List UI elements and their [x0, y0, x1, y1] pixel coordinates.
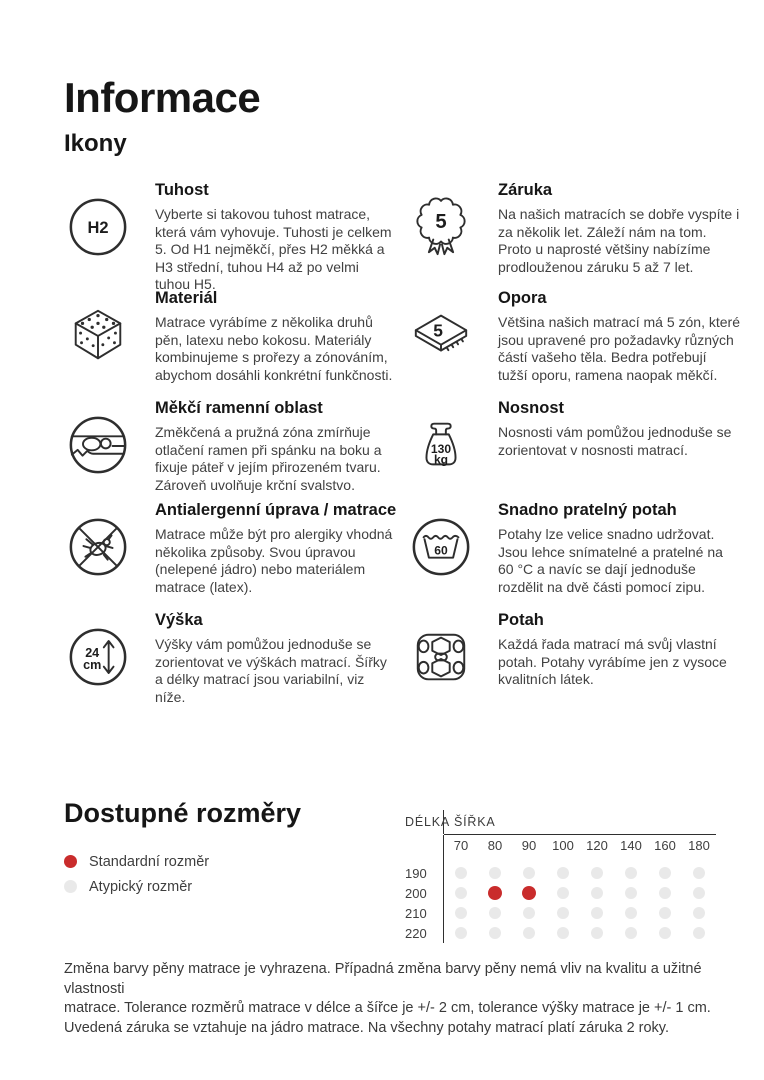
footer-line: Změna barvy pěny matrace je vyhrazena. Případná změna barvy pěny nemá vliv na kvalitu a užitné vlastnosti	[64, 961, 702, 997]
atypical-size-dot	[693, 887, 705, 899]
size-cell	[682, 863, 716, 883]
width-label: 80	[487, 837, 503, 853]
icon-content	[155, 610, 397, 706]
width-header: ŠÍŘKA	[444, 810, 716, 835]
icon-title: Materiál	[155, 289, 218, 307]
size-cell	[648, 883, 682, 903]
shoulder-zone-icon	[64, 398, 155, 476]
icon-title: Nosnost	[498, 399, 564, 417]
icon-item-material	[64, 288, 397, 398]
icon-content	[155, 500, 397, 596]
cover-icon	[407, 610, 498, 688]
height-value: 24	[85, 646, 100, 661]
icon-item-warranty	[407, 180, 740, 288]
icon-text: Vyberte si takovou tuhost matrace, která vám vyhovuje. Tuhosti je celkem 5. Od H1 nejměkčí, přes H2 měkká a H3 střední, tuhou H4 až po velmi tuhou H5.	[155, 206, 392, 292]
size-cell	[580, 903, 614, 923]
icon-content	[498, 610, 740, 689]
atypical-size-dot	[455, 867, 467, 879]
atypical-size-dot	[693, 907, 705, 919]
icon-text: Matrace může být pro alergiky vhodná několika způsoby. Svou úpravou (nelepené jádro) nebo materiálem matrace (latex).	[155, 526, 393, 595]
icons-grid	[64, 180, 740, 706]
standard-size-dot	[522, 886, 536, 900]
icon-title: Opora	[498, 289, 547, 307]
size-cell	[512, 923, 546, 943]
width-label: 100	[552, 837, 574, 853]
capacity-unit: kg	[433, 452, 449, 467]
size-cell	[614, 903, 648, 923]
atypical-size-dot	[455, 887, 467, 899]
icon-text: Potahy lze velice snadno udržovat. Jsou lehce snímatelné a pratelné na 60 °C a navíc se dají jednoduše rozdělit na dvě části pomocí zipu.	[498, 526, 723, 595]
atypical-size-dot	[557, 907, 569, 919]
height-icon	[64, 610, 155, 688]
icon-text: Výšky vám pomůžou jednoduše se zorientovat ve výškách matrací. Šířky a délky matrací jsou variabilní, viz níže.	[155, 636, 387, 705]
icon-item-firmness	[64, 180, 397, 292]
standard-size-dot	[488, 886, 502, 900]
length-label: 210	[400, 903, 444, 923]
size-cell	[682, 883, 716, 903]
icon-item-capacity	[407, 398, 740, 500]
icons-column-left	[64, 180, 397, 706]
warranty-badge: 5	[435, 211, 447, 234]
length-header: DÉLKA	[400, 810, 444, 834]
atypical-size-dot	[659, 867, 671, 879]
page-subtitle: Ikony	[64, 130, 127, 157]
atypical-size-dot	[625, 907, 637, 919]
legend-label: Atypický rozměr	[89, 878, 193, 895]
size-cell	[478, 923, 512, 943]
support-icon	[407, 288, 498, 366]
firmness-badge: H2	[87, 218, 109, 237]
icon-content	[155, 180, 397, 294]
icon-title: Potah	[498, 611, 544, 629]
icon-text: Většina našich matrací má 5 zón, které jsou upravené pro požadavky různých částí vašeho těla. Bedra potřebují tužší oporu, ramena naopak měkčí.	[498, 314, 740, 383]
size-cell	[444, 903, 478, 923]
size-cell	[546, 883, 580, 903]
atypical-size-dot	[693, 927, 705, 939]
size-cell	[648, 903, 682, 923]
size-cell	[648, 863, 682, 883]
icon-content	[155, 398, 397, 494]
size-table	[400, 810, 716, 943]
size-cell	[512, 903, 546, 923]
material-icon	[64, 288, 155, 366]
size-cell	[614, 863, 648, 883]
legend-item-standard	[64, 849, 209, 874]
atypical-size-dot	[557, 867, 569, 879]
size-cell	[614, 923, 648, 943]
empty-corner-cell	[400, 835, 444, 863]
size-cell	[682, 923, 716, 943]
washable-icon	[407, 500, 498, 578]
atypical-size-dot	[523, 867, 535, 879]
size-cell	[512, 863, 546, 883]
size-cell	[478, 863, 512, 883]
warranty-icon	[407, 180, 498, 258]
atypical-dot-icon	[64, 880, 77, 893]
size-cell	[580, 883, 614, 903]
width-label: 180	[688, 837, 710, 853]
atypical-size-dot	[455, 927, 467, 939]
icon-text: Matrace vyrábíme z několika druhů pěn, latexu nebo kokosu. Materiály kombinujeme s prořezy a zónováním, abychom dosáhli konkrétní funkčnosti.	[155, 314, 393, 383]
size-cell	[648, 923, 682, 943]
icon-content	[498, 288, 740, 384]
icon-item-antiallergenic	[64, 500, 397, 610]
footer-line: matrace. Tolerance rozměrů matrace v délce a šířce je +/- 2 cm, tolerance výšky matrace je +/- 1 cm.	[64, 1000, 711, 1016]
atypical-size-dot	[693, 867, 705, 879]
size-cell	[614, 883, 648, 903]
size-cell	[580, 863, 614, 883]
atypical-size-dot	[489, 867, 501, 879]
capacity-icon	[407, 398, 498, 476]
atypical-size-dot	[489, 907, 501, 919]
length-label: 190	[400, 863, 444, 883]
icon-item-support	[407, 288, 740, 398]
atypical-size-dot	[659, 887, 671, 899]
size-cell	[546, 903, 580, 923]
atypical-size-dot	[659, 907, 671, 919]
legend-label: Standardní rozměr	[89, 853, 210, 870]
icon-content	[498, 500, 740, 596]
page-header	[64, 74, 260, 158]
atypical-size-dot	[659, 927, 671, 939]
icon-text: Nosnosti vám pomůžou jednoduše se zorientovat v nosnosti matrací.	[498, 424, 732, 458]
icon-content	[155, 288, 397, 384]
firmness-icon	[64, 180, 155, 258]
size-cell	[682, 903, 716, 923]
page-footer	[64, 960, 724, 1038]
icon-content	[498, 398, 740, 459]
icon-item-height	[64, 610, 397, 706]
size-cell	[546, 923, 580, 943]
icon-content	[498, 180, 740, 276]
size-cell	[444, 863, 478, 883]
icon-title: Antialergenní úprava / matrace	[155, 501, 397, 519]
icons-column-right	[407, 180, 740, 706]
atypical-size-dot	[625, 887, 637, 899]
size-cell	[444, 923, 478, 943]
icon-text: Změkčená a pružná zóna zmírňuje otlačení ramen při spánku na boku a fixuje páteř v jejím přirozeném tvaru. Zároveň uvolňuje krční svalstvo.	[155, 424, 382, 493]
size-cell	[546, 863, 580, 883]
height-unit: cm	[83, 657, 102, 672]
width-label: 160	[654, 837, 676, 853]
atypical-size-dot	[591, 887, 603, 899]
icon-item-cover	[407, 610, 740, 689]
size-cell	[478, 903, 512, 923]
atypical-size-dot	[523, 907, 535, 919]
support-badge: 5	[433, 320, 443, 341]
size-cell	[512, 883, 546, 903]
size-cell	[444, 883, 478, 903]
atypical-size-dot	[557, 927, 569, 939]
icon-item-washable	[407, 500, 740, 610]
page-title: Informace	[64, 74, 261, 121]
atypical-size-dot	[591, 927, 603, 939]
length-label: 220	[400, 923, 444, 943]
sizes-legend	[64, 849, 209, 899]
footer-line: Uvedená záruka se vztahuje na jádro matrace. Na všechny potahy matrací platí záruka 2 roky.	[64, 1019, 670, 1036]
icon-text: Každá řada matrací má svůj vlastní potah. Potahy vyrábíme jen z vysoce kvalitních látek.	[498, 636, 727, 687]
wash-temperature: 60	[434, 543, 448, 558]
atypical-size-dot	[591, 907, 603, 919]
atypical-size-dot	[625, 867, 637, 879]
atypical-size-dot	[489, 927, 501, 939]
icon-title: Snadno pratelný potah	[498, 501, 677, 519]
icon-text: Na našich matracích se dobře vyspíte i za několik let. Záleží nám na tom. Proto u naprosté většiny nabízíme prodlouženou záruku 5 až 7 let.	[498, 206, 740, 275]
standard-dot-icon	[64, 855, 77, 868]
icon-title: Tuhost	[155, 181, 209, 199]
width-label: 120	[586, 837, 608, 853]
icon-title: Výška	[155, 611, 203, 629]
size-cell	[580, 923, 614, 943]
length-label: 200	[400, 883, 444, 903]
capacity-value: 130	[430, 441, 452, 456]
antiallergenic-icon	[64, 500, 155, 578]
width-label: 90	[521, 837, 537, 853]
sizes-title: Dostupné rozměry	[64, 798, 302, 828]
width-label: 140	[620, 837, 642, 853]
icon-item-shoulder-zone	[64, 398, 397, 500]
atypical-size-dot	[625, 927, 637, 939]
icon-title: Záruka	[498, 181, 553, 199]
icon-title: Měkčí ramenní oblast	[155, 399, 323, 417]
legend-item-atypical	[64, 874, 209, 899]
atypical-size-dot	[557, 887, 569, 899]
size-cell	[478, 883, 512, 903]
atypical-size-dot	[455, 907, 467, 919]
atypical-size-dot	[523, 927, 535, 939]
atypical-size-dot	[591, 867, 603, 879]
width-label: 70	[453, 837, 469, 853]
